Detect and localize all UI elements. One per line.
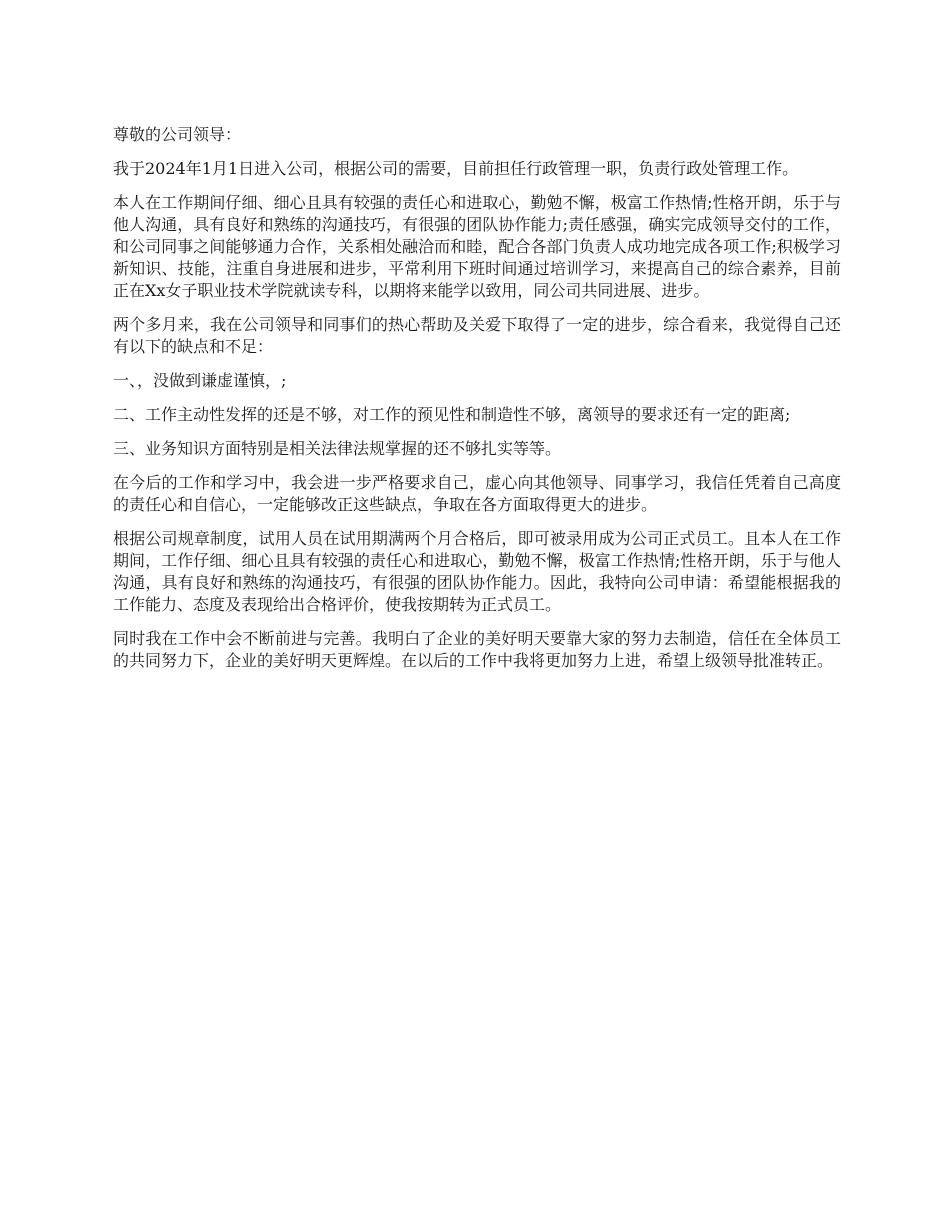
paragraph-future-plan: 在今后的工作和学习中，我会进一步严格要求自己，虚心向其他领导、同事学习，我信任凭着自己高度的责任心和自信心，一定能够改正这些缺点，争取在各方面取得更大的进步。 (113, 473, 841, 514)
paragraph-shortcomings-intro: 两个多月来，我在公司领导和同事们的热心帮助及关爱下取得了一定的进步，综合看来，我觉得自己还有以下的缺点和不足： (113, 315, 841, 356)
shortcoming-item-1: 一、，没做到谦虚谨慎，; (113, 371, 287, 390)
letter-body (113, 124, 841, 684)
paragraph-self-evaluation: 本人在工作期间仔细、细心且具有较强的责任心和进取心，勤勉不懈，极富工作热情;性格开朗，乐于与他人沟通，具有良好和熟练的沟通技巧，有很强的团队协作能力;责任感强，确实完成领导交付的工作，和公司同事之间能够通力合作，关系相处融洽而和睦，配合各部门负责人成功地完成各项工作;积极学习新知识、技能，注重自身进展和进步，平常利用下班时间通过培训学习，来提高自己的综合素养，目前正在Xx女子职业技术学院就读专科，以期将来能学以致用，同公司共同进展、进步。 (113, 193, 841, 300)
shortcoming-item-3: 三、业务知识方面特别是相关法律法规掌握的还不够扎实等等。 (113, 439, 562, 458)
paragraph-application: 根据公司规章制度，试用人员在试用期满两个月合格后，即可被录用成为公司正式员工。且本人在工作期间，工作仔细、细心且具有较强的责任心和进取心，勤勉不懈，极富工作热情;性格开朗，乐于与他人沟通，具有良好和熟练的沟通技巧，有很强的团队协作能力。因此，我特向公司申请：希望能根据我的工作能力、态度及表现给出合格评价，使我按期转为正式员工。 (113, 529, 841, 614)
paragraph-closing: 同时我在工作中会不断前进与完善。我明白了企业的美好明天要靠大家的努力去制造，信任在全体员工的共同努力下，企业的美好明天更辉煌。在以后的工作中我将更加努力上进，希望上级领导批准转正。 (113, 629, 841, 670)
shortcoming-item-2: 二、工作主动性发挥的还是不够，对工作的预见性和制造性不够，离领导的要求还有一定的距离; (113, 405, 791, 424)
salutation: 尊敬的公司领导： (113, 125, 242, 144)
paragraph-entry-date: 我于2024年1月1日进入公司，根据公司的需要，目前担任行政管理一职，负责行政处管理工作。 (113, 159, 799, 178)
